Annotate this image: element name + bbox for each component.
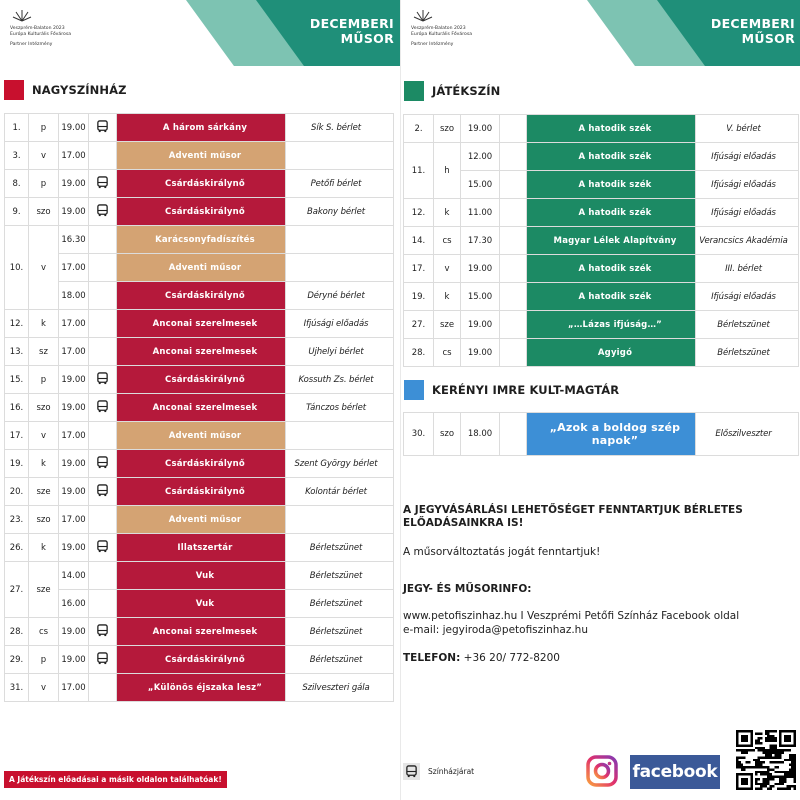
time-cell: 17.00 [59,422,89,450]
date-cell: 8. [5,170,29,198]
logo-line-1: Veszprém-Balaton 2023 [411,26,466,31]
date-cell: 26. [5,534,29,562]
bus-cell [89,198,117,226]
program-row [404,227,799,255]
weekday-cell: szo [434,413,461,456]
program-row [404,339,799,367]
subscription-note: Ifjúsági előadás [696,199,799,227]
time-cell: 19.00 [59,394,89,422]
subscription-note: Kolontár bérlet [286,478,394,506]
weekday-cell: v [29,226,59,310]
logo-line-2: Európa Kulturális Fővárosa [411,32,473,37]
date-cell: 1. [5,114,29,142]
title-line-1: DECEMBERI [710,16,795,31]
subscription-note: Ifjúsági előadás [696,283,799,311]
logo-line-3: Partner Intézmény [10,42,53,47]
program-row [5,142,394,170]
date-cell: 12. [404,199,434,227]
time-cell: 17.00 [59,142,89,170]
show-title: A hatodik szék [527,143,696,171]
program-row [5,590,394,618]
subscription-note: Kossuth Zs. bérlet [286,366,394,394]
time-cell: 19.00 [59,114,89,142]
phone-line [403,651,560,665]
show-title: „…Lázas ifjúság…” [527,311,696,339]
show-title: Adventi műsor [117,254,286,282]
subscription-note: Bérletszünet [286,562,394,590]
weekday-cell: cs [434,227,461,255]
bus-cell [89,618,117,646]
time-cell: 19.00 [59,618,89,646]
show-title: A hatodik szék [527,115,696,143]
bus-cell [500,339,527,367]
date-cell: 23. [5,506,29,534]
title-line-2: MŰSOR [340,30,394,46]
weekday-cell: p [29,170,59,198]
subscription-note: Szent György bérlet [286,450,394,478]
program-row [5,114,394,142]
time-cell: 17.00 [59,310,89,338]
time-cell: 15.00 [461,171,500,199]
bus-cell [89,170,117,198]
program-row [5,562,394,590]
time-cell: 17.00 [59,674,89,702]
phone-value: +36 20/ 772-8200 [463,652,560,664]
change-note: A műsorváltoztatás jogát fenntartjuk! [403,546,601,558]
time-cell: 17.30 [461,227,500,255]
section-color-square [404,380,424,400]
logo-line-1: Veszprém-Balaton 2023 [10,26,65,31]
bus-cell [89,478,117,506]
time-cell: 12.00 [461,143,500,171]
bus-cell [89,674,117,702]
instagram-icon[interactable] [586,755,618,787]
weekday-cell: k [434,283,461,311]
kerenyi-table [403,412,799,456]
partner-logo [8,8,128,64]
program-row [5,310,394,338]
program-row [404,115,799,143]
bus-cell [500,283,527,311]
program-row [404,255,799,283]
show-title: Csárdáskirálynő [117,170,286,198]
section-jatekszin [404,80,500,102]
bus-cell [89,282,117,310]
section-heading: JÁTÉKSZÍN [432,84,501,98]
time-cell: 15.00 [461,283,500,311]
show-title: Csárdáskirálynő [117,366,286,394]
weekday-cell: k [29,310,59,338]
section-heading: KERÉNYI IMRE KULT-MAGTÁR [432,383,620,397]
subscription-note: Bérletszünet [696,311,799,339]
logo-line-3: Partner Intézmény [411,42,454,47]
weekday-cell: k [434,199,461,227]
program-row [5,674,394,702]
weekday-cell: sz [29,338,59,366]
logo-line-2: Európa Kulturális Fővárosa [10,32,72,37]
weekday-cell: h [434,143,461,199]
bus-icon [96,658,109,668]
subscription-note: Szilveszteri gála [286,674,394,702]
other-page-note: A Játékszín előadásai a másik oldalon találhatóak! [4,771,227,788]
bus-cell [500,311,527,339]
bus-cell [89,646,117,674]
weekday-cell: v [29,142,59,170]
bus-cell [89,422,117,450]
reserve-note [403,504,743,530]
email-line[interactable]: e-mail: jegyiroda@petofiszinhaz.hu [403,624,588,636]
subscription-note: Bérletszünet [286,534,394,562]
bus-cell [89,450,117,478]
bus-cell [500,227,527,255]
show-title: Illatszertár [117,534,286,562]
date-cell: 16. [5,394,29,422]
weekday-cell: cs [434,339,461,367]
bus-cell [500,171,527,199]
time-cell: 19.00 [59,366,89,394]
show-title: Anconai szerelmesek [117,338,286,366]
bus-cell [89,534,117,562]
program-row [404,199,799,227]
reserve-line-2: ELŐADÁSAINKRA IS! [403,517,524,529]
show-title: A hatodik szék [527,255,696,283]
bus-icon [96,182,109,192]
subscription-note: V. bérlet [696,115,799,143]
page-title [685,17,795,46]
date-cell: 19. [5,450,29,478]
title-line-1: DECEMBERI [309,16,394,31]
bus-icon [96,546,109,556]
show-title: Adventi műsor [117,142,286,170]
weekday-cell: p [29,646,59,674]
program-row [5,618,394,646]
show-title: Agyigó [527,339,696,367]
right-page [400,0,800,800]
date-cell: 2. [404,115,434,143]
subscription-note: Déryné bérlet [286,282,394,310]
section-color-square [404,81,424,101]
header-right [401,0,800,66]
nagyszinhaz-table [4,113,394,702]
program-row [404,283,799,311]
subscription-note: Ujhelyi bérlet [286,338,394,366]
contact-heading: JEGY- ÉS MŰSORINFO: [403,583,532,595]
date-cell: 10. [5,226,29,310]
web-line[interactable]: www.petofiszinhaz.hu I Veszprémi Petőfi Színház Facebook oldal [403,610,740,622]
show-title: Adventi műsor [117,506,286,534]
time-cell: 17.00 [59,338,89,366]
subscription-note: Tánczos bérlet [286,394,394,422]
weekday-cell: v [29,422,59,450]
weekday-cell: p [29,114,59,142]
bus-cell [89,506,117,534]
bus-cell [89,114,117,142]
program-row [5,226,394,254]
program-row [5,338,394,366]
time-cell: 18.00 [461,413,500,456]
section-color-square [4,80,24,100]
subscription-note [286,226,394,254]
weekday-cell: szo [29,198,59,226]
show-title: Magyar Lélek Alapítvány [527,227,696,255]
show-title: Anconai szerelmesek [117,394,286,422]
bus-cell [89,310,117,338]
program-row [404,171,799,199]
subscription-note: Bakony bérlet [286,198,394,226]
time-cell: 16.00 [59,590,89,618]
subscription-note: Ifjúsági előadás [696,171,799,199]
qr-code[interactable] [736,730,796,790]
program-row [5,366,394,394]
subscription-note: Sík S. bérlet [286,114,394,142]
subscription-note: Bérletszünet [286,646,394,674]
weekday-cell: k [29,450,59,478]
subscription-note [286,254,394,282]
program-row [404,311,799,339]
subscription-note: Petőfi bérlet [286,170,394,198]
show-title: A hatodik szék [527,283,696,311]
date-cell: 28. [404,339,434,367]
subscription-note: Bérletszünet [286,590,394,618]
bus-icon [96,490,109,500]
show-title: Csárdáskirálynő [117,478,286,506]
weekday-cell: v [29,674,59,702]
date-cell: 14. [404,227,434,255]
time-cell: 19.00 [59,534,89,562]
page-title [284,17,394,46]
bus-icon [403,763,420,780]
reserve-line-1: A JEGYVÁSÁRLÁSI LEHETŐSÉGET FENNTARTJUK BÉRLETES [403,504,743,516]
program-row [5,478,394,506]
logo-rays-icon [12,8,32,22]
time-cell: 14.00 [59,562,89,590]
show-title: Csárdáskirálynő [117,450,286,478]
bus-icon [96,462,109,472]
subscription-note [286,506,394,534]
date-cell: 13. [5,338,29,366]
program-row [5,254,394,282]
bus-cell [89,142,117,170]
bus-cell [89,254,117,282]
program-row [5,646,394,674]
time-cell: 18.00 [59,282,89,310]
weekday-cell: sze [29,562,59,618]
show-title: Vuk [117,562,286,590]
date-cell: 19. [404,283,434,311]
section-kerenyi [404,379,619,401]
time-cell: 17.00 [59,254,89,282]
subscription-note: Előszilveszter [696,413,799,456]
weekday-cell: sze [29,478,59,506]
bus-icon [96,406,109,416]
show-title: „Azok a boldog szép napok” [527,413,696,456]
show-title: Anconai szerelmesek [117,618,286,646]
bus-cell [500,255,527,283]
jatekszin-table [403,114,799,367]
program-row [5,534,394,562]
weekday-cell: v [434,255,461,283]
bus-legend [403,763,474,780]
bus-cell [89,590,117,618]
subscription-note: III. bérlet [696,255,799,283]
time-cell: 17.00 [59,506,89,534]
date-cell: 29. [5,646,29,674]
show-title: „Különös éjszaka lesz” [117,674,286,702]
date-cell: 28. [5,618,29,646]
date-cell: 20. [5,478,29,506]
time-cell: 19.00 [59,170,89,198]
section-heading: NAGYSZÍNHÁZ [32,83,127,97]
bus-icon [96,210,109,220]
program-row [5,422,394,450]
subscription-note: Bérletszünet [286,618,394,646]
legend-label: Színházjárat [428,767,475,776]
show-title: Csárdáskirálynő [117,198,286,226]
time-cell: 19.00 [59,450,89,478]
time-cell: 19.00 [461,115,500,143]
weekday-cell: sze [434,311,461,339]
weekday-cell: k [29,534,59,562]
program-row [5,506,394,534]
phone-label: TELEFON: [403,652,461,664]
header-left [0,0,400,66]
show-title: A három sárkány [117,114,286,142]
weekday-cell: p [29,366,59,394]
time-cell: 11.00 [461,199,500,227]
bus-cell [89,226,117,254]
program-row [404,413,799,456]
date-cell: 27. [5,562,29,618]
bus-cell [89,338,117,366]
program-row [5,450,394,478]
weekday-cell: szo [29,394,59,422]
date-cell: 9. [5,198,29,226]
logo-rays-icon [413,8,433,22]
bus-cell [500,413,527,456]
bus-cell [89,562,117,590]
weekday-cell: szo [434,115,461,143]
bus-icon [96,378,109,388]
date-cell: 30. [404,413,434,456]
subscription-note: Bérletszünet [696,339,799,367]
show-title: Adventi műsor [117,422,286,450]
program-row [5,198,394,226]
time-cell: 16.30 [59,226,89,254]
bus-cell [500,199,527,227]
subscription-note: Ifjúsági előadás [696,143,799,171]
bus-cell [89,366,117,394]
bus-cell [89,394,117,422]
show-title: A hatodik szék [527,199,696,227]
bus-cell [500,143,527,171]
date-cell: 31. [5,674,29,702]
bus-icon [96,126,109,136]
program-row [5,394,394,422]
show-title: Csárdáskirálynő [117,282,286,310]
date-cell: 27. [404,311,434,339]
program-row [5,170,394,198]
bus-icon [96,630,109,640]
date-cell: 15. [5,366,29,394]
show-title: A hatodik szék [527,171,696,199]
show-title: Anconai szerelmesek [117,310,286,338]
date-cell: 12. [5,310,29,338]
title-line-2: MŰSOR [741,30,795,46]
show-title: Csárdáskirálynő [117,646,286,674]
time-cell: 19.00 [59,646,89,674]
weekday-cell: szo [29,506,59,534]
program-row [5,282,394,310]
date-cell: 11. [404,143,434,199]
time-cell: 19.00 [461,255,500,283]
time-cell: 19.00 [59,198,89,226]
time-cell: 19.00 [461,311,500,339]
show-title: Vuk [117,590,286,618]
subscription-note [286,422,394,450]
date-cell: 17. [5,422,29,450]
time-cell: 19.00 [461,339,500,367]
program-row [404,143,799,171]
bus-cell [500,115,527,143]
subscription-note [286,142,394,170]
date-cell: 17. [404,255,434,283]
show-title: Karácsonyfadíszítés [117,226,286,254]
subscription-note: Verancsics Akadémia [696,227,799,255]
partner-logo [409,8,529,64]
time-cell: 19.00 [59,478,89,506]
date-cell: 3. [5,142,29,170]
facebook-logo[interactable]: facebook [630,755,720,789]
weekday-cell: cs [29,618,59,646]
section-nagyszinhaz [4,79,127,101]
subscription-note: Ifjúsági előadás [286,310,394,338]
